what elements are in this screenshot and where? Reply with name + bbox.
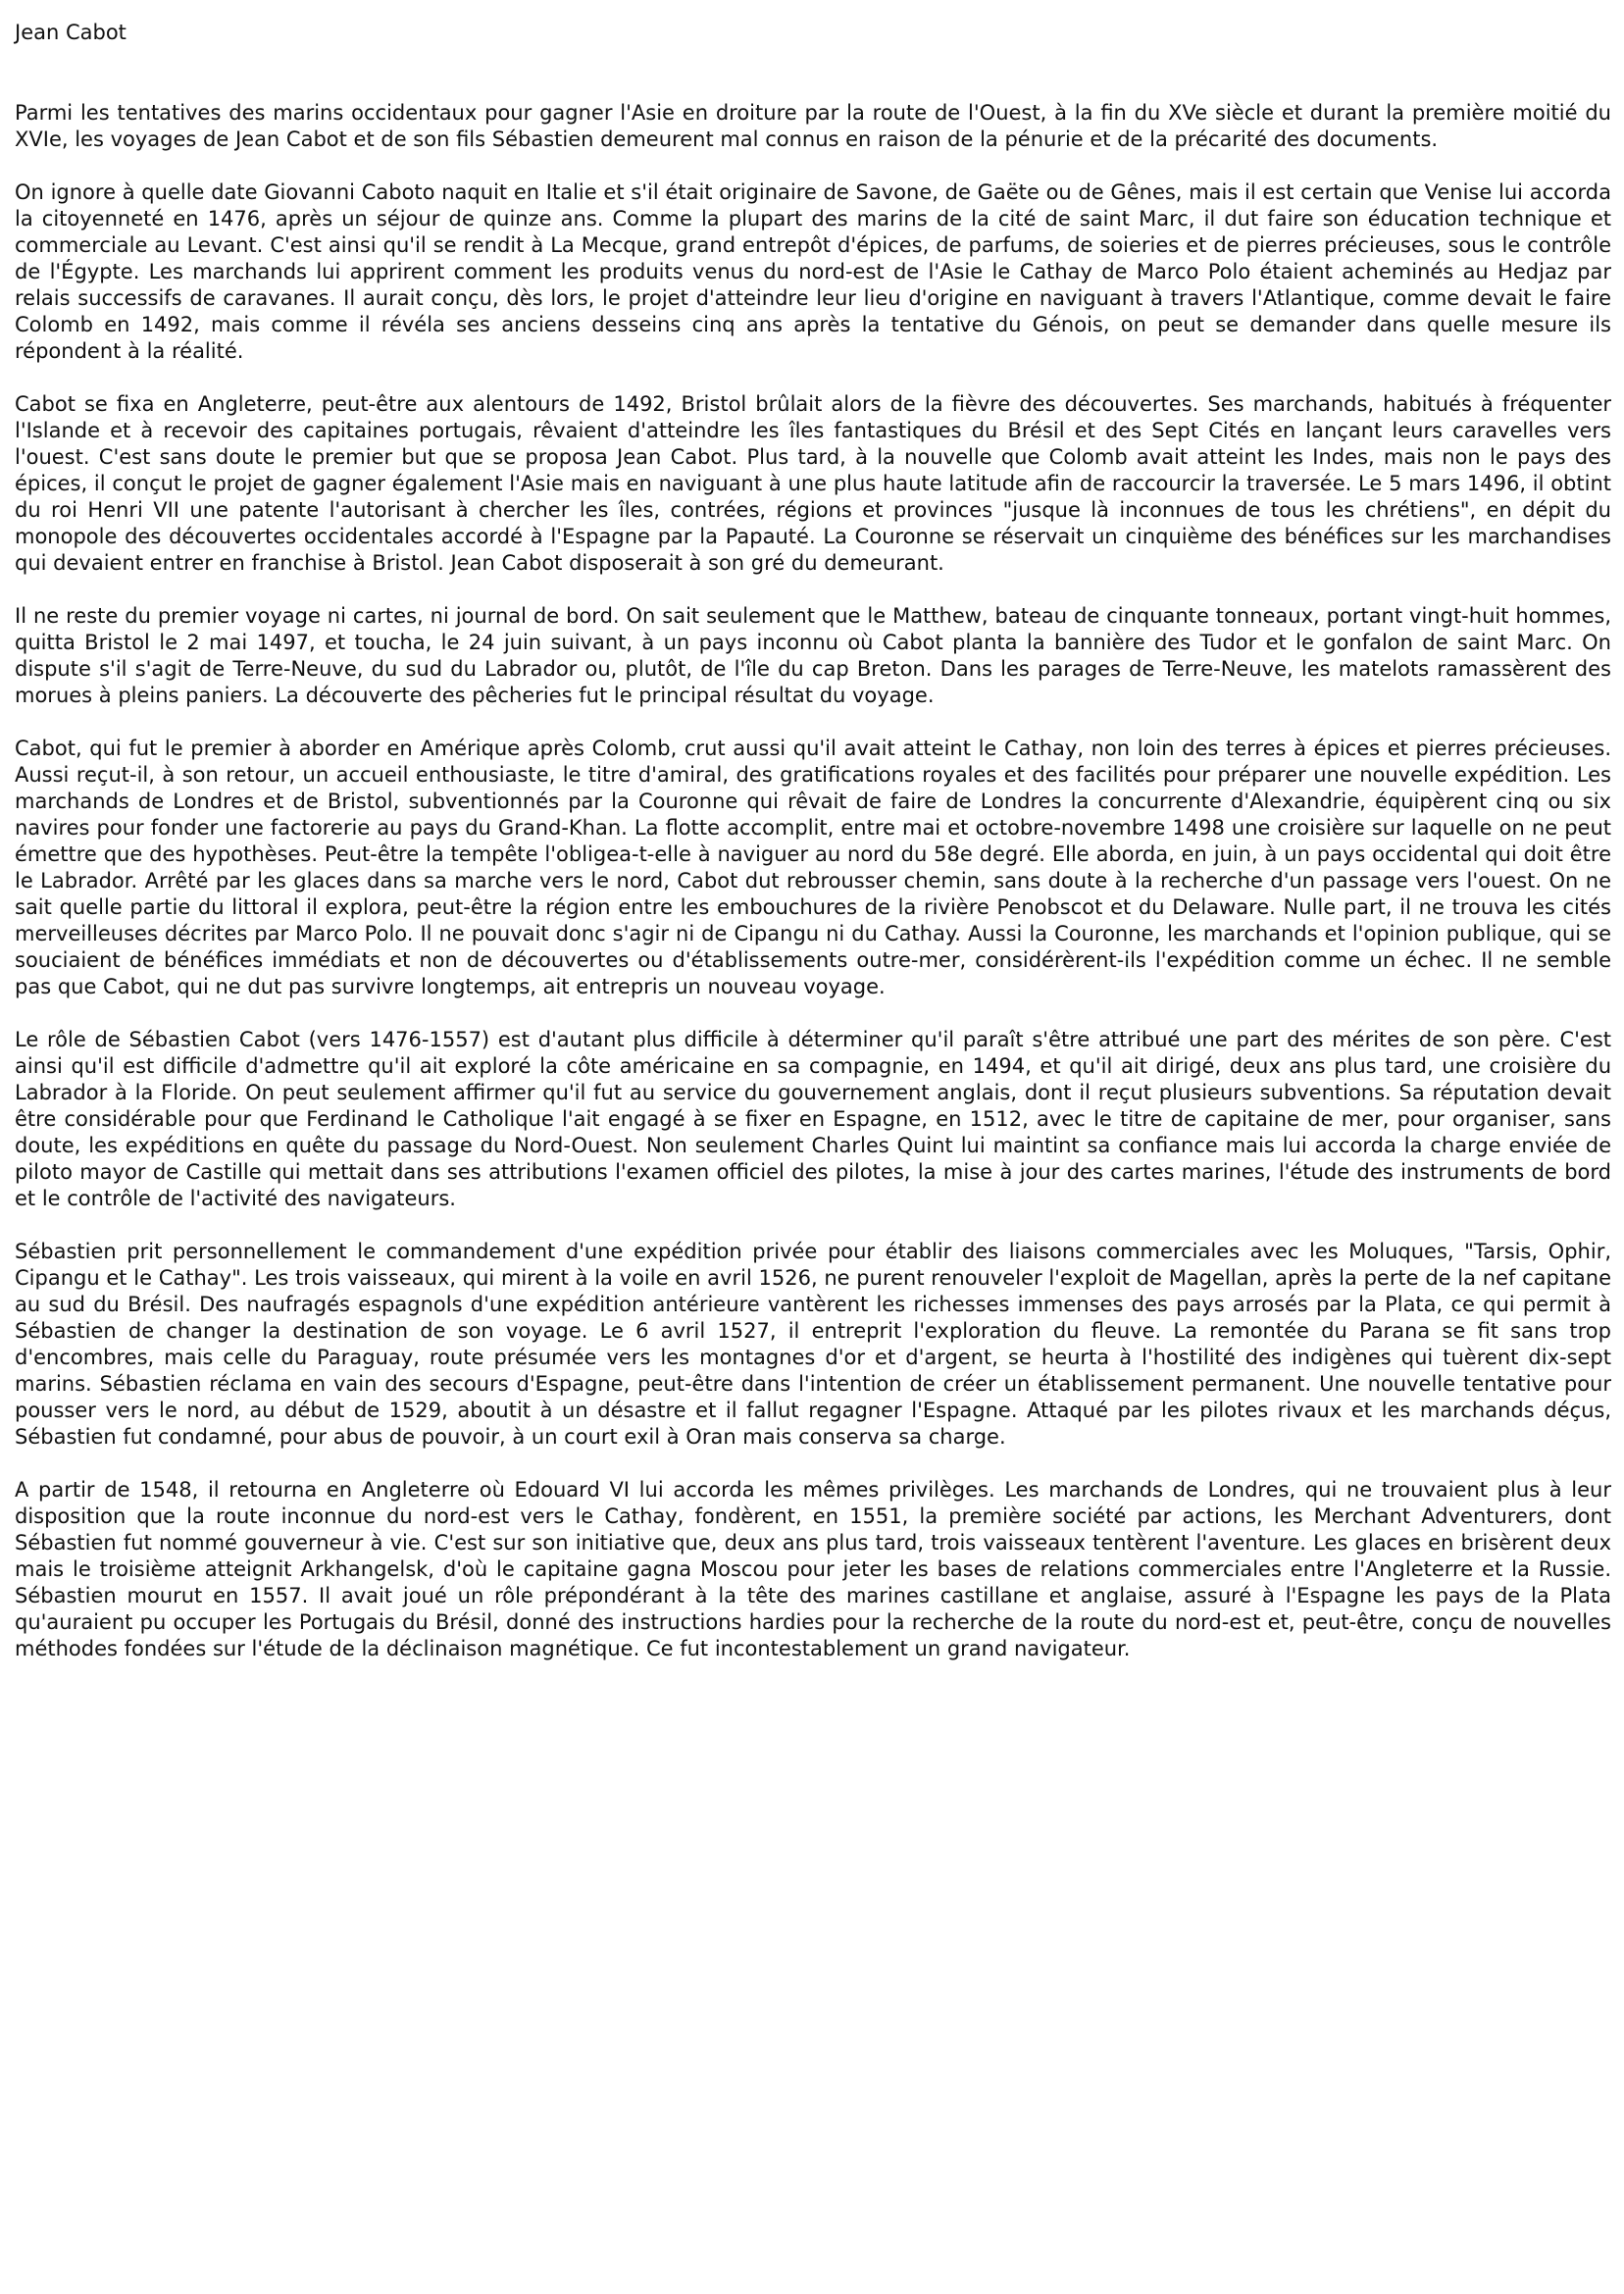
- paragraph-sebastien-role: Le rôle de Sébastien Cabot (vers 1476-1557) est d'autant plus difficile à déterminer qu'il paraît s'être attribué une part des mérites de son père. C'est ainsi qu'il est difficile d'admettre qu'il ait exploré la côte américaine en sa compagnie, en 1494, et qu'il ait dirigé, deux ans plus tard, une croisière du Labrador à la Floride. On peut seulement affirmer qu'il fut au service du gouvernement anglais, dont il reçut plusieurs subventions. Sa réputation devait être considérable pour que Ferdinand le Catholique l'ait engagé à se fixer en Espagne, en 1512, avec le titre de capitaine de mer, pour organiser, sans doute, les expéditions en quête du passage du Nord-Ouest. Non seulement Charles Quint lui maintint sa confiance mais lui accorda la charge enviée de piloto mayor de Castille qui mettait dans ses attributions l'examen officiel des pilotes, la mise à jour des cartes marines, l'étude des instruments de bord et le contrôle de l'activité des navigateurs.: [15, 1028, 1611, 1210]
- document-page: [15, 20, 1611, 1689]
- document-title: Jean Cabot: [15, 21, 127, 44]
- paragraph-england: Cabot se fixa en Angleterre, peut-être aux alentours de 1492, Bristol brûlait alors de la fièvre des découvertes. Ses marchands, habitués à fréquenter l'Islande et à recevoir des capitaines portugais, rêvaient d'atteindre les îles fantastiques du Brésil et des Sept Cités en lançant leurs caravelles vers l'ouest. C'est sans doute le premier but que se proposa Jean Cabot. Plus tard, à la nouvelle que Colomb avait atteint les Indes, mais non le pays des épices, il conçut le projet de gagner également l'Asie mais en naviguant à une plus haute latitude afin de raccourcir la traversée. Le 5 mars 1496, il obtint du roi Henri VII une patente l'autorisant à chercher les îles, contrées, régions et provinces "jusque là inconnues de tous les chrétiens", en dépit du monopole des découvertes occidentales accordé à l'Espagne par la Papauté. La Couronne se réservait un cinquième des bénéfices sur les marchandises qui devaient entrer en franchise à Bristol. Jean Cabot disposerait à son gré du demeurant.: [15, 392, 1611, 575]
- paragraph-second-voyage: Cabot, qui fut le premier à aborder en Amérique après Colomb, crut aussi qu'il avait atteint le Cathay, non loin des terres à épices et pierres précieuses. Aussi reçut-il, à son retour, un accueil enthousiaste, le titre d'amiral, des gratifications royales et des facilités pour préparer une nouvelle expédition. Les marchands de Londres et de Bristol, subventionnés par la Couronne qui rêvait de faire de Londres la concurrente d'Alexandrie, équipèrent cinq ou six navires pour fonder une factorerie au pays du Grand-Khan. La flotte accomplit, entre mai et octobre-novembre 1498 une croisière sur laquelle on ne peut émettre que des hypothèses. Peut-être la tempête l'obligea-t-elle à naviguer au nord du 58e degré. Elle aborda, en juin, à un pays occidental qui doit être le Labrador. Arrêté par les glaces dans sa marche vers le nord, Cabot dut rebrousser chemin, sans doute à la recherche d'un passage vers l'ouest. On ne sait quelle partie du littoral il explora, peut-être la région entre les embouchures de la rivière Penobscot et du Delaware. Nulle part, il ne trouva les cités merveilleuses décrites par Marco Polo. Il ne pouvait donc s'agir ni de Cipangu ni du Cathay. Aussi la Couronne, les marchands et l'opinion publique, qui se souciaient de bénéfices immédiats et non de découvertes ou d'établissements outre-mer, considérèrent-ils l'expédition comme un échec. Il ne semble pas que Cabot, qui ne dut pas survivre longtemps, ait entrepris un nouveau voyage.: [15, 737, 1611, 998]
- paragraph-origins: On ignore à quelle date Giovanni Caboto naquit en Italie et s'il était originaire de Savone, de Gaëte ou de Gênes, mais il est certain que Venise lui accorda la citoyenneté en 1476, après un séjour de quinze ans. Comme la plupart des marins de la cité de saint Marc, il dut faire son éducation technique et commerciale au Levant. C'est ainsi qu'il se rendit à La Mecque, grand entrepôt d'épices, de parfums, de soieries et de pierres précieuses, sous le contrôle de l'Égypte. Les marchands lui apprirent comment les produits venus du nord-est de l'Asie le Cathay de Marco Polo étaient acheminés au Hedjaz par relais successifs de caravanes. Il aurait conçu, dès lors, le projet d'atteindre leur lieu d'origine en naviguant à travers l'Atlantique, comme devait le faire Colomb en 1492, mais comme il révéla ses anciens desseins cinq ans après la tentative du Génois, on peut se demander dans quelle mesure ils répondent à la réalité.: [15, 180, 1611, 363]
- paragraph-plata-expedition: Sébastien prit personnellement le commandement d'une expédition privée pour établir des liaisons commerciales avec les Moluques, "Tarsis, Ophir, Cipangu et le Cathay". Les trois vaisseaux, qui mirent à la voile en avril 1526, ne purent renouveler l'exploit de Magellan, après la perte de la nef capitane au sud du Brésil. Des naufragés espagnols d'une expédition antérieure vantèrent les richesses immenses des pays arrosés par la Plata, ce qui permit à Sébastien de changer la destination de son voyage. Le 6 avril 1527, il entreprit l'exploration du fleuve. La remontée du Parana se fit sans trop d'encombres, mais celle du Paraguay, route présumée vers les montagnes d'or et d'argent, se heurta à l'hostilité des indigènes qui tuèrent dix-sept marins. Sébastien réclama en vain des secours d'Espagne, peut-être dans l'intention de créer un établissement permanent. Une nouvelle tentative pour pousser vers le nord, au début de 1529, aboutit à un désastre et il fallut regagner l'Espagne. Attaqué par les pilotes rivaux et les marchands déçus, Sébastien fut condamné, pour abus de pouvoir, à un court exil à Oran mais conserva sa charge.: [15, 1240, 1611, 1449]
- paragraph-return-england: A partir de 1548, il retourna en Angleterre où Edouard VI lui accorda les mêmes privilèges. Les marchands de Londres, qui ne trouvaient plus à leur disposition que la route inconnue du nord-est vers le Cathay, fondèrent, en 1551, la première société par actions, les Merchant Adventurers, dont Sébastien fut nommé gouverneur à vie. C'est sur son initiative que, deux ans plus tard, trois vaisseaux tentèrent l'aventure. Les glaces en brisèrent deux mais le troisième atteignit Arkhangelsk, d'où le capitaine gagna Moscou pour jeter les bases de relations commerciales entre l'Angleterre et la Russie. Sébastien mourut en 1557. Il avait joué un rôle prépondérant à la tête des marines castillane et anglaise, assuré à l'Espagne les pays de la Plata qu'auraient pu occuper les Portugais du Brésil, donné des instructions hardies pour la recherche de la route du nord-est et, peut-être, conçu de nouvelles méthodes fondées sur l'étude de la déclinaison magnétique. Ce fut incontestablement un grand navigateur.: [15, 1478, 1611, 1660]
- paragraph-first-voyage: Il ne reste du premier voyage ni cartes, ni journal de bord. On sait seulement que le Matthew, bateau de cinquante tonneaux, portant vingt-huit hommes, quitta Bristol le 2 mai 1497, et toucha, le 24 juin suivant, à un pays inconnu où Cabot planta la bannière des Tudor et le gonfalon de saint Marc. On dispute s'il s'agit de Terre-Neuve, du sud du Labrador ou, plutôt, de l'île du cap Breton. Dans les parages de Terre-Neuve, les matelots ramassèrent des morues à pleins paniers. La découverte des pêcheries fut le principal résultat du voyage.: [15, 604, 1611, 707]
- paragraph-intro: Parmi les tentatives des marins occidentaux pour gagner l'Asie en droiture par la route de l'Ouest, à la fin du XVe siècle et durant la première moitié du XVIe, les voyages de Jean Cabot et de son fils Sébastien demeurent mal connus en raison de la pénurie et de la précarité des documents.: [15, 101, 1611, 151]
